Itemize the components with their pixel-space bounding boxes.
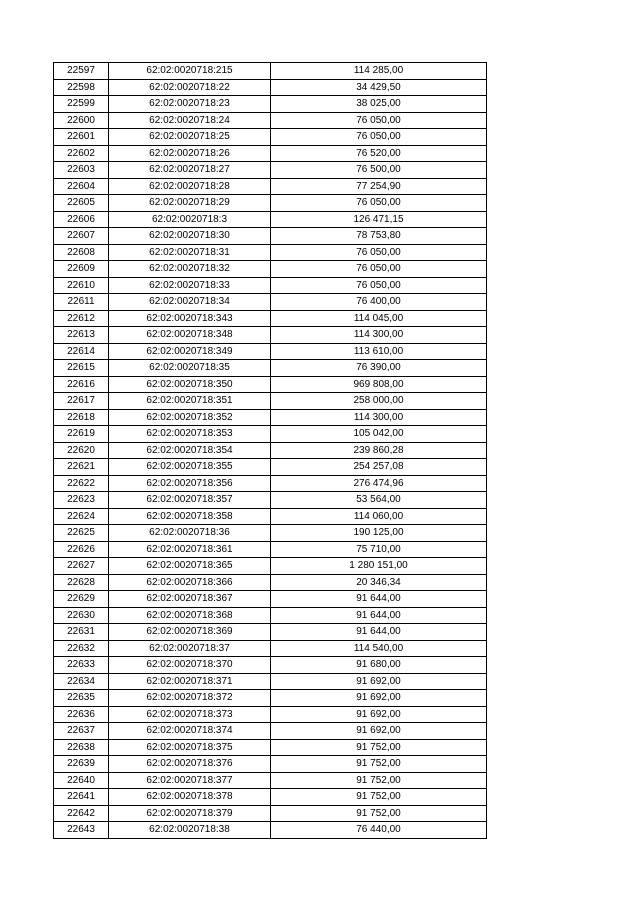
row-number-cell: 22598 — [54, 79, 109, 96]
value-cell: 91 752,00 — [271, 805, 487, 822]
cadastral-number-cell: 62:02:0020718:366 — [109, 574, 271, 591]
value-cell: 91 692,00 — [271, 673, 487, 690]
row-number-cell: 22605 — [54, 195, 109, 212]
row-number-cell: 22614 — [54, 343, 109, 360]
row-number-cell: 22611 — [54, 294, 109, 311]
value-cell: 76 390,00 — [271, 360, 487, 377]
table-row — [54, 376, 487, 393]
row-number-cell: 22615 — [54, 360, 109, 377]
cadastral-number-cell: 62:02:0020718:352 — [109, 409, 271, 426]
value-cell: 38 025,00 — [271, 96, 487, 113]
value-cell: 239 860,28 — [271, 442, 487, 459]
cadastral-number-cell: 62:02:0020718:355 — [109, 459, 271, 476]
cadastral-number-cell: 62:02:0020718:30 — [109, 228, 271, 245]
value-cell: 76 440,00 — [271, 822, 487, 839]
row-number-cell: 22642 — [54, 805, 109, 822]
table-row — [54, 294, 487, 311]
table-row — [54, 525, 487, 542]
cadastral-number-cell: 62:02:0020718:354 — [109, 442, 271, 459]
row-number-cell: 22631 — [54, 624, 109, 641]
row-number-cell: 22602 — [54, 145, 109, 162]
row-number-cell: 22640 — [54, 772, 109, 789]
row-number-cell: 22641 — [54, 789, 109, 806]
row-number-cell: 22638 — [54, 739, 109, 756]
cadastral-number-cell: 62:02:0020718:26 — [109, 145, 271, 162]
row-number-cell: 22621 — [54, 459, 109, 476]
row-number-cell: 22624 — [54, 508, 109, 525]
value-cell: 76 050,00 — [271, 129, 487, 146]
value-cell: 190 125,00 — [271, 525, 487, 542]
table-row — [54, 492, 487, 509]
row-number-cell: 22608 — [54, 244, 109, 261]
table-row — [54, 63, 487, 80]
value-cell: 126 471,15 — [271, 211, 487, 228]
value-cell: 113 610,00 — [271, 343, 487, 360]
row-number-cell: 22637 — [54, 723, 109, 740]
table-row — [54, 426, 487, 443]
cadastral-number-cell: 62:02:0020718:365 — [109, 558, 271, 575]
value-cell: 77 254,90 — [271, 178, 487, 195]
cadastral-number-cell: 62:02:0020718:38 — [109, 822, 271, 839]
cadastral-number-cell: 62:02:0020718:29 — [109, 195, 271, 212]
table-row — [54, 459, 487, 476]
table-row — [54, 162, 487, 179]
table-row — [54, 624, 487, 641]
table-row — [54, 211, 487, 228]
value-cell: 20 346,34 — [271, 574, 487, 591]
cadastral-number-cell: 62:02:0020718:31 — [109, 244, 271, 261]
cadastral-number-cell: 62:02:0020718:378 — [109, 789, 271, 806]
value-cell: 91 644,00 — [271, 591, 487, 608]
row-number-cell: 22606 — [54, 211, 109, 228]
cadastral-number-cell: 62:02:0020718:25 — [109, 129, 271, 146]
row-number-cell: 22636 — [54, 706, 109, 723]
table-row — [54, 640, 487, 657]
row-number-cell: 22604 — [54, 178, 109, 195]
value-cell: 276 474,96 — [271, 475, 487, 492]
table-row — [54, 310, 487, 327]
cadastral-number-cell: 62:02:0020718:379 — [109, 805, 271, 822]
value-cell: 254 257,08 — [271, 459, 487, 476]
row-number-cell: 22617 — [54, 393, 109, 410]
value-cell: 91 752,00 — [271, 739, 487, 756]
value-cell: 91 680,00 — [271, 657, 487, 674]
cadastral-number-cell: 62:02:0020718:358 — [109, 508, 271, 525]
cadastral-number-cell: 62:02:0020718:3 — [109, 211, 271, 228]
table-row — [54, 145, 487, 162]
table-row — [54, 772, 487, 789]
table-row — [54, 508, 487, 525]
value-cell: 91 752,00 — [271, 789, 487, 806]
table-row — [54, 244, 487, 261]
table-row — [54, 657, 487, 674]
cadastral-number-cell: 62:02:0020718:372 — [109, 690, 271, 707]
table-row — [54, 475, 487, 492]
cadastral-number-cell: 62:02:0020718:367 — [109, 591, 271, 608]
row-number-cell: 22597 — [54, 63, 109, 80]
row-number-cell: 22612 — [54, 310, 109, 327]
table-row — [54, 129, 487, 146]
row-number-cell: 22600 — [54, 112, 109, 129]
table-row — [54, 360, 487, 377]
table-body — [54, 63, 487, 839]
cadastral-number-cell: 62:02:0020718:349 — [109, 343, 271, 360]
table-row — [54, 789, 487, 806]
cadastral-number-cell: 62:02:0020718:375 — [109, 739, 271, 756]
row-number-cell: 22610 — [54, 277, 109, 294]
value-cell: 91 752,00 — [271, 772, 487, 789]
row-number-cell: 22643 — [54, 822, 109, 839]
row-number-cell: 22622 — [54, 475, 109, 492]
cadastral-number-cell: 62:02:0020718:368 — [109, 607, 271, 624]
table-row — [54, 805, 487, 822]
table-row — [54, 195, 487, 212]
value-cell: 91 644,00 — [271, 607, 487, 624]
table-row — [54, 112, 487, 129]
cadastral-number-cell: 62:02:0020718:22 — [109, 79, 271, 96]
value-cell: 91 692,00 — [271, 706, 487, 723]
row-number-cell: 22628 — [54, 574, 109, 591]
row-number-cell: 22603 — [54, 162, 109, 179]
row-number-cell: 22607 — [54, 228, 109, 245]
value-cell: 76 050,00 — [271, 277, 487, 294]
value-cell: 114 285,00 — [271, 63, 487, 80]
cadastral-number-cell: 62:02:0020718:34 — [109, 294, 271, 311]
value-cell: 76 050,00 — [271, 244, 487, 261]
value-cell: 114 540,00 — [271, 640, 487, 657]
table-row — [54, 723, 487, 740]
value-cell: 76 520,00 — [271, 145, 487, 162]
table-row — [54, 393, 487, 410]
table-row — [54, 706, 487, 723]
cadastral-number-cell: 62:02:0020718:33 — [109, 277, 271, 294]
value-cell: 91 692,00 — [271, 690, 487, 707]
cadastral-number-cell: 62:02:0020718:353 — [109, 426, 271, 443]
value-cell: 76 500,00 — [271, 162, 487, 179]
table-row — [54, 558, 487, 575]
value-cell: 76 050,00 — [271, 261, 487, 278]
value-cell: 258 000,00 — [271, 393, 487, 410]
table-row — [54, 690, 487, 707]
value-cell: 114 045,00 — [271, 310, 487, 327]
cadastral-number-cell: 62:02:0020718:376 — [109, 756, 271, 773]
row-number-cell: 22623 — [54, 492, 109, 509]
value-cell: 91 692,00 — [271, 723, 487, 740]
cadastral-number-cell: 62:02:0020718:27 — [109, 162, 271, 179]
table-row — [54, 79, 487, 96]
cadastral-number-cell: 62:02:0020718:361 — [109, 541, 271, 558]
cadastral-number-cell: 62:02:0020718:351 — [109, 393, 271, 410]
row-number-cell: 22625 — [54, 525, 109, 542]
cadastral-number-cell: 62:02:0020718:374 — [109, 723, 271, 740]
table-row — [54, 277, 487, 294]
value-cell: 91 752,00 — [271, 756, 487, 773]
row-number-cell: 22634 — [54, 673, 109, 690]
value-cell: 114 300,00 — [271, 409, 487, 426]
table-row — [54, 228, 487, 245]
cadastral-number-cell: 62:02:0020718:350 — [109, 376, 271, 393]
cadastral-number-cell: 62:02:0020718:23 — [109, 96, 271, 113]
row-number-cell: 22632 — [54, 640, 109, 657]
cadastral-number-cell: 62:02:0020718:24 — [109, 112, 271, 129]
table-row — [54, 96, 487, 113]
row-number-cell: 22633 — [54, 657, 109, 674]
value-cell: 75 710,00 — [271, 541, 487, 558]
cadastral-number-cell: 62:02:0020718:37 — [109, 640, 271, 657]
table-row — [54, 327, 487, 344]
cadastral-number-cell: 62:02:0020718:369 — [109, 624, 271, 641]
cadastral-number-cell: 62:02:0020718:373 — [109, 706, 271, 723]
value-cell: 91 644,00 — [271, 624, 487, 641]
cadastral-number-cell: 62:02:0020718:371 — [109, 673, 271, 690]
table-row — [54, 442, 487, 459]
row-number-cell: 22627 — [54, 558, 109, 575]
table-row — [54, 822, 487, 839]
table-row — [54, 261, 487, 278]
row-number-cell: 22601 — [54, 129, 109, 146]
value-cell: 76 050,00 — [271, 195, 487, 212]
cadastral-number-cell: 62:02:0020718:36 — [109, 525, 271, 542]
row-number-cell: 22629 — [54, 591, 109, 608]
value-cell: 76 050,00 — [271, 112, 487, 129]
cadastral-number-cell: 62:02:0020718:348 — [109, 327, 271, 344]
row-number-cell: 22635 — [54, 690, 109, 707]
row-number-cell: 22630 — [54, 607, 109, 624]
cadastral-number-cell: 62:02:0020718:32 — [109, 261, 271, 278]
cadastral-number-cell: 62:02:0020718:343 — [109, 310, 271, 327]
row-number-cell: 22613 — [54, 327, 109, 344]
row-number-cell: 22626 — [54, 541, 109, 558]
table-row — [54, 343, 487, 360]
cadastral-number-cell: 62:02:0020718:356 — [109, 475, 271, 492]
value-cell: 76 400,00 — [271, 294, 487, 311]
table-row — [54, 739, 487, 756]
row-number-cell: 22620 — [54, 442, 109, 459]
row-number-cell: 22616 — [54, 376, 109, 393]
data-table — [53, 62, 487, 839]
value-cell: 969 808,00 — [271, 376, 487, 393]
value-cell: 53 564,00 — [271, 492, 487, 509]
table-row — [54, 591, 487, 608]
row-number-cell: 22599 — [54, 96, 109, 113]
value-cell: 78 753,80 — [271, 228, 487, 245]
row-number-cell: 22619 — [54, 426, 109, 443]
table-row — [54, 178, 487, 195]
cadastral-number-cell: 62:02:0020718:215 — [109, 63, 271, 80]
row-number-cell: 22609 — [54, 261, 109, 278]
table-row — [54, 607, 487, 624]
value-cell: 114 300,00 — [271, 327, 487, 344]
table-row — [54, 574, 487, 591]
cadastral-number-cell: 62:02:0020718:370 — [109, 657, 271, 674]
cadastral-number-cell: 62:02:0020718:357 — [109, 492, 271, 509]
cadastral-number-cell: 62:02:0020718:28 — [109, 178, 271, 195]
value-cell: 34 429,50 — [271, 79, 487, 96]
value-cell: 105 042,00 — [271, 426, 487, 443]
value-cell: 114 060,00 — [271, 508, 487, 525]
table-row — [54, 409, 487, 426]
cadastral-number-cell: 62:02:0020718:35 — [109, 360, 271, 377]
cadastral-number-cell: 62:02:0020718:377 — [109, 772, 271, 789]
row-number-cell: 22639 — [54, 756, 109, 773]
table-row — [54, 541, 487, 558]
table-row — [54, 756, 487, 773]
table-row — [54, 673, 487, 690]
value-cell: 1 280 151,00 — [271, 558, 487, 575]
row-number-cell: 22618 — [54, 409, 109, 426]
